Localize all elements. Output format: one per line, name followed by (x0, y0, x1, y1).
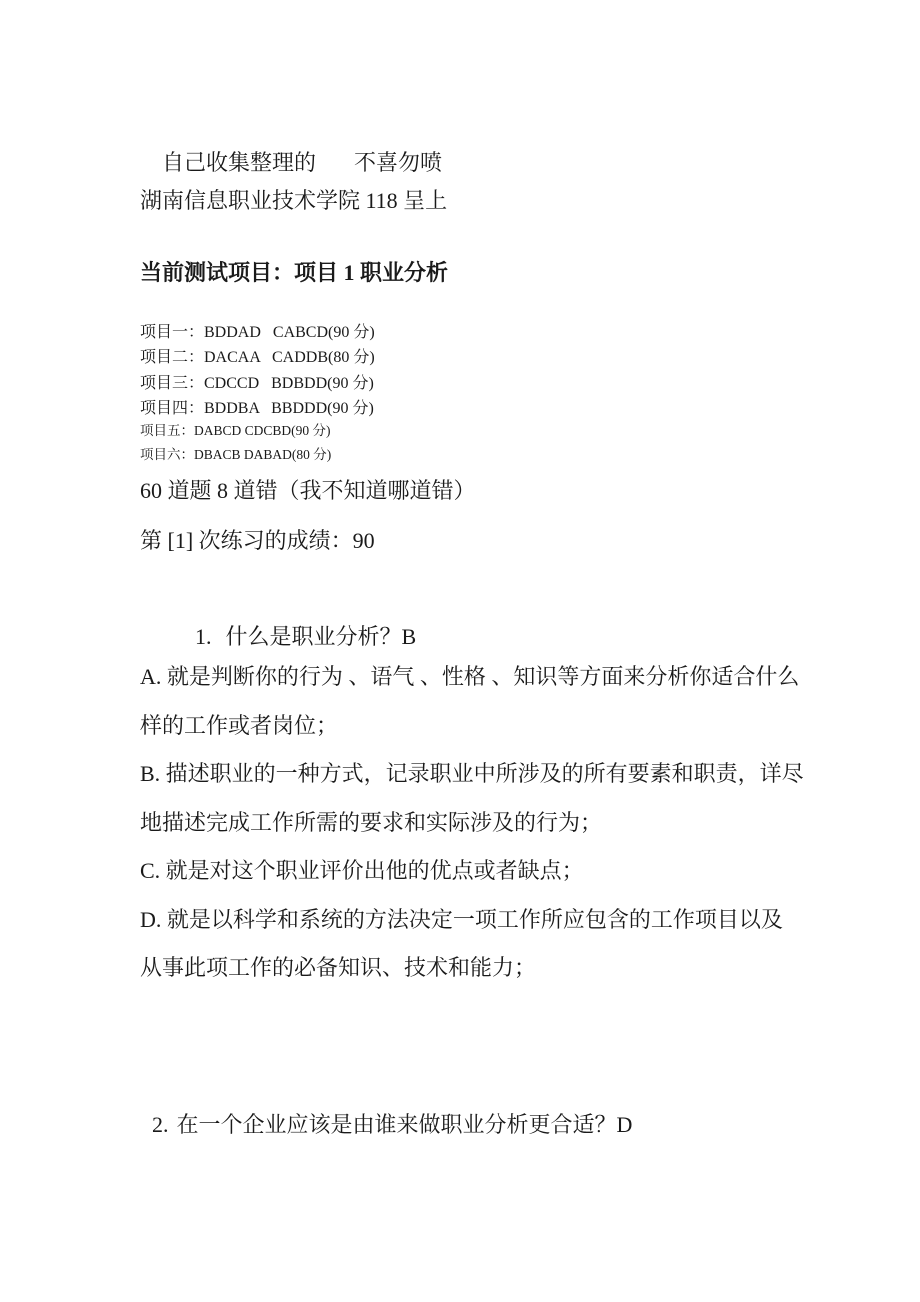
project-score-line-5: 项目五：DABCD CDCBD(90 分) (140, 423, 331, 438)
option-a-line-1: A. 就是判断你的行为 、语气 、性格 、知识等方面来分析你适合什么 (140, 664, 800, 689)
project-score-line-4: 项目四：BDDBA BBDDD(90 分) (140, 400, 374, 417)
question-2-number: 2. (152, 1111, 169, 1137)
option-b-line-2: 地描述完成工作所需的要求和实际涉及的行为； (140, 809, 603, 835)
source-line: 湖南信息职业技术学院 118 呈上 (140, 188, 448, 213)
project-score-line-1: 项目一：BDDAD CABCD(90 分) (140, 324, 375, 341)
option-d-line-2: 从事此项工作的必备知识、技术和能力； (140, 955, 537, 980)
attempt-score-line: 第 [1] 次练习的成绩：90 (140, 528, 375, 553)
current-test-heading: 当前测试项目：项目 1 职业分析 (140, 260, 449, 285)
project-score-line-2: 项目二：DACAA CADDB(80 分) (140, 349, 375, 366)
option-d-line-1: D. 就是以科学和系统的方法决定一项工作所应包含的工作项目以及 (140, 906, 783, 932)
question-2-text: 在一个企业应该是由谁来做职业分析更合适？D (176, 1111, 633, 1137)
question-1-options (140, 653, 820, 993)
option-b-line-1: B. 描述职业的一种方式，记录职业中所涉及的所有要素和职责，详尽 (140, 761, 804, 786)
option-c-line: C. 就是对这个职业评价出他的优点或者缺点； (140, 858, 584, 883)
collector-note: 自己收集整理的 (162, 149, 317, 175)
question-1-number: 1. (195, 623, 212, 649)
project-score-line-6: 项目六：DBACB DABAD(80 分) (140, 447, 332, 462)
project-score-line-3: 项目三：CDCCD BDBDD(90 分) (140, 375, 374, 392)
question-1-text: 什么是职业分析？B (225, 623, 417, 649)
disclaimer-note: 不喜勿喷 (354, 149, 443, 175)
question-2-line (130, 1083, 632, 1166)
option-a-line-2: 样的工作或者岗位； (140, 712, 339, 738)
error-count-note: 60 道题 8 道错（我不知道哪道错） (140, 478, 476, 503)
